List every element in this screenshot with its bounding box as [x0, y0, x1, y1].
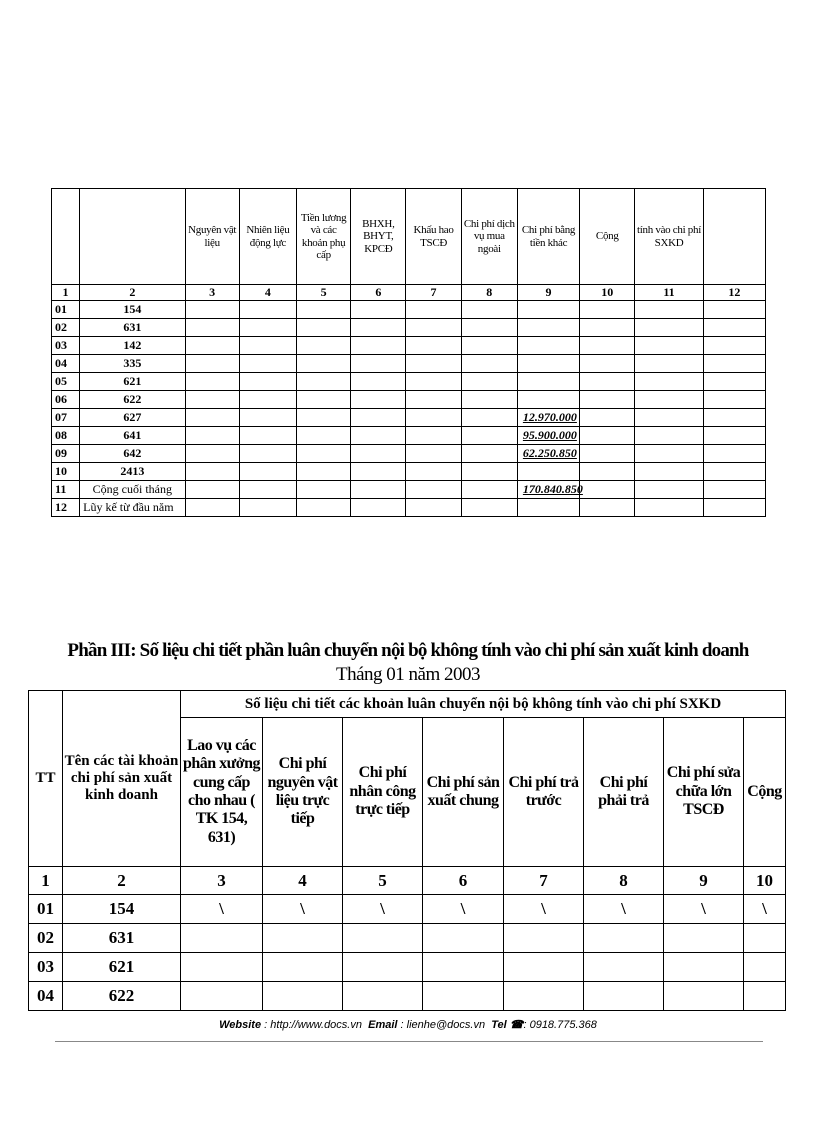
- table-cell: [297, 427, 351, 445]
- table-cell: [351, 445, 406, 463]
- footer-divider: [55, 1041, 763, 1042]
- column-number: 11: [635, 285, 703, 301]
- column-number: 5: [343, 867, 423, 895]
- table-cell: [461, 391, 517, 409]
- other-cash-expense-value: 95.900.000: [517, 427, 579, 445]
- table-cell: \: [504, 895, 584, 924]
- row-number: 04: [29, 982, 63, 1011]
- table-cell: [185, 355, 239, 373]
- table1-row: [52, 481, 766, 499]
- row-number: 08: [52, 427, 80, 445]
- table-cell: [351, 427, 406, 445]
- account-name: 631: [63, 924, 181, 953]
- column-number: 1: [52, 285, 80, 301]
- table2-sub-header: Chi phí nhân công trực tiếp: [343, 718, 423, 867]
- table-cell: [580, 481, 635, 499]
- table-cell: [239, 445, 296, 463]
- row-number: 07: [52, 409, 80, 427]
- table-cell: [181, 953, 263, 982]
- table1-header-cell: BHXH, BHYT, KPCĐ: [351, 189, 406, 285]
- table-cell: [297, 301, 351, 319]
- table-cell: [703, 337, 765, 355]
- table-cell: [635, 499, 703, 517]
- table2-sub-header: Chi phí trả trước: [504, 718, 584, 867]
- table-cell: [461, 319, 517, 337]
- account-name: 2413: [80, 463, 185, 481]
- table-cell: [584, 953, 664, 982]
- table-cell: [580, 355, 635, 373]
- table-cell: [461, 499, 517, 517]
- table-cell: [504, 953, 584, 982]
- column-number: 3: [185, 285, 239, 301]
- column-number: 8: [584, 867, 664, 895]
- table-cell: [406, 481, 461, 499]
- column-number: 2: [80, 285, 185, 301]
- table2-group-header: Số liệu chi tiết các khoản luân chuyển nội bộ không tính vào chi phí SXKD: [181, 691, 786, 718]
- column-number: 12: [703, 285, 765, 301]
- other-cash-expense-value: 170.840.850: [517, 481, 579, 499]
- table1-row: [52, 409, 766, 427]
- row-number: 02: [52, 319, 80, 337]
- section-title: Phần III: Số liệu chi tiết phần luân chuyển nội bộ không tính vào chi phí sản xuất kinh doanh: [67, 640, 749, 661]
- other-cash-expense-value: [517, 391, 579, 409]
- table-cell: [635, 355, 703, 373]
- table-cell: [423, 953, 504, 982]
- table-cell: [185, 463, 239, 481]
- table-cell: [406, 445, 461, 463]
- table-cell: [343, 982, 423, 1011]
- table1-header-cell: Nguyên vật liệu: [185, 189, 239, 285]
- table-cell: [406, 301, 461, 319]
- table-cell: \: [584, 895, 664, 924]
- phone-icon: ☎: [509, 1019, 524, 1031]
- table-cell: [744, 924, 786, 953]
- account-name: 627: [80, 409, 185, 427]
- table-cell: [185, 373, 239, 391]
- table-cell: [635, 427, 703, 445]
- section-subtitle: Tháng 01 năm 2003: [335, 664, 480, 685]
- table-cell: [239, 463, 296, 481]
- table-cell: [703, 409, 765, 427]
- table1-header-cell: [703, 189, 765, 285]
- row-number: 12: [52, 499, 80, 517]
- website-link[interactable]: : http://www.docs.vn: [264, 1019, 362, 1031]
- table-cell: [406, 373, 461, 391]
- table-cell: [351, 319, 406, 337]
- table-cell: [461, 355, 517, 373]
- table-cell: [461, 409, 517, 427]
- tel-value: : 0918.775.368: [523, 1019, 597, 1031]
- website-label: Website: [219, 1019, 262, 1031]
- account-name: 621: [80, 373, 185, 391]
- table-cell: [185, 481, 239, 499]
- table-cell: [297, 481, 351, 499]
- table-cell: [461, 481, 517, 499]
- column-number: 1: [29, 867, 63, 895]
- table-cell: [580, 391, 635, 409]
- table-cell: [580, 301, 635, 319]
- table-cell: [185, 445, 239, 463]
- other-cash-expense-value: 12.970.000: [517, 409, 579, 427]
- expense-summary-table: [51, 188, 766, 517]
- account-name: 154: [80, 301, 185, 319]
- table-cell: [461, 373, 517, 391]
- table1-header-cell: Chi phí bằng tiền khác: [517, 189, 579, 285]
- table2-account-name-header: Tên các tài khoản chi phí sản xuất kinh doanh: [63, 691, 181, 867]
- column-number: 6: [423, 867, 504, 895]
- table-cell: [423, 982, 504, 1011]
- table-cell: [664, 982, 744, 1011]
- table-cell: [635, 391, 703, 409]
- table1-header-cell: Cộng: [580, 189, 635, 285]
- table-cell: [185, 427, 239, 445]
- footer: [0, 1018, 816, 1031]
- table-cell: [239, 409, 296, 427]
- table-cell: [504, 982, 584, 1011]
- table1-row: [52, 445, 766, 463]
- table-cell: [635, 301, 703, 319]
- table-cell: [185, 319, 239, 337]
- table-cell: \: [263, 895, 343, 924]
- row-number: 11: [52, 481, 80, 499]
- table-cell: [406, 391, 461, 409]
- table-cell: [744, 953, 786, 982]
- table1-row: [52, 319, 766, 337]
- table-cell: [580, 373, 635, 391]
- table1-row: [52, 337, 766, 355]
- account-name: Cộng cuối tháng: [80, 481, 185, 499]
- account-name: 642: [80, 445, 185, 463]
- column-number: 10: [580, 285, 635, 301]
- table2-sub-header: Chi phí nguyên vật liệu trực tiếp: [263, 718, 343, 867]
- table-cell: [297, 319, 351, 337]
- other-cash-expense-value: [517, 373, 579, 391]
- table-cell: [703, 445, 765, 463]
- table-cell: [461, 301, 517, 319]
- tel-label: Tel: [491, 1019, 507, 1031]
- row-number: 03: [29, 953, 63, 982]
- table2-sub-header: Chi phí sửa chữa lớn TSCĐ: [664, 718, 744, 867]
- row-number: 09: [52, 445, 80, 463]
- table-cell: [351, 499, 406, 517]
- table-cell: [664, 924, 744, 953]
- other-cash-expense-value: [517, 355, 579, 373]
- table-cell: [703, 499, 765, 517]
- table2-row: [29, 924, 786, 953]
- row-number: 05: [52, 373, 80, 391]
- table2-sub-header: Cộng: [744, 718, 786, 867]
- table-cell: [263, 953, 343, 982]
- table-cell: [584, 924, 664, 953]
- table1-row: [52, 301, 766, 319]
- table-cell: [351, 463, 406, 481]
- table-cell: [239, 355, 296, 373]
- table-cell: [461, 337, 517, 355]
- table-cell: [185, 499, 239, 517]
- column-number: 9: [517, 285, 579, 301]
- table-cell: [580, 463, 635, 481]
- table-cell: [635, 445, 703, 463]
- table1-header-cell: Khấu hao TSCĐ: [406, 189, 461, 285]
- table-cell: [343, 924, 423, 953]
- table-cell: [423, 924, 504, 953]
- table-cell: [351, 301, 406, 319]
- table1-column-number-row: [52, 285, 766, 301]
- table-cell: [181, 924, 263, 953]
- table-cell: [703, 427, 765, 445]
- table-cell: [504, 924, 584, 953]
- table-cell: [580, 499, 635, 517]
- table2-row: [29, 953, 786, 982]
- table-cell: [461, 445, 517, 463]
- table-cell: [580, 427, 635, 445]
- table2-row: [29, 982, 786, 1011]
- table-cell: [297, 391, 351, 409]
- table-cell: [635, 337, 703, 355]
- column-number: 2: [63, 867, 181, 895]
- table-cell: [239, 499, 296, 517]
- table-cell: [635, 463, 703, 481]
- table-cell: [239, 481, 296, 499]
- table-cell: [185, 337, 239, 355]
- table-cell: \: [343, 895, 423, 924]
- table1-row: [52, 391, 766, 409]
- table2-sub-header: Chi phí phải trả: [584, 718, 664, 867]
- table-cell: [239, 301, 296, 319]
- table1-header-cell: Nhiên liệu động lực: [239, 189, 296, 285]
- table-cell: [351, 337, 406, 355]
- table-cell: [580, 337, 635, 355]
- table-cell: [185, 409, 239, 427]
- table-cell: [744, 982, 786, 1011]
- table1-header-cell: Chi phí dịch vụ mua ngoài: [461, 189, 517, 285]
- table-cell: [297, 499, 351, 517]
- other-cash-expense-value: [517, 319, 579, 337]
- column-number: 7: [406, 285, 461, 301]
- column-number: 4: [263, 867, 343, 895]
- other-cash-expense-value: [517, 499, 579, 517]
- table2-tt-header: TT: [29, 691, 63, 867]
- table-cell: [297, 373, 351, 391]
- table-cell: [263, 924, 343, 953]
- table-cell: [406, 499, 461, 517]
- other-cash-expense-value: 62.250.850: [517, 445, 579, 463]
- table-cell: [703, 355, 765, 373]
- account-name: 622: [80, 391, 185, 409]
- table-cell: [580, 409, 635, 427]
- column-number: 9: [664, 867, 744, 895]
- account-name: 631: [80, 319, 185, 337]
- table-cell: [580, 445, 635, 463]
- table-cell: [351, 409, 406, 427]
- table-cell: [635, 481, 703, 499]
- table-cell: [351, 373, 406, 391]
- table1-row: [52, 499, 766, 517]
- row-number: 01: [29, 895, 63, 924]
- table-cell: \: [181, 895, 263, 924]
- table1-row: [52, 355, 766, 373]
- table-cell: \: [664, 895, 744, 924]
- row-number: 04: [52, 355, 80, 373]
- account-name: 142: [80, 337, 185, 355]
- email-link[interactable]: : lienhe@docs.vn: [400, 1019, 486, 1031]
- table1-row: [52, 373, 766, 391]
- table-cell: [461, 463, 517, 481]
- table-cell: [703, 319, 765, 337]
- table-cell: [351, 481, 406, 499]
- table-cell: [185, 301, 239, 319]
- table-cell: [343, 953, 423, 982]
- table-cell: [239, 337, 296, 355]
- table-cell: [351, 355, 406, 373]
- internal-transfer-table: [28, 690, 786, 1011]
- table-cell: [297, 409, 351, 427]
- table-cell: \: [744, 895, 786, 924]
- table-cell: [297, 337, 351, 355]
- table-cell: [580, 319, 635, 337]
- table1-row: [52, 463, 766, 481]
- table2-row: [29, 895, 786, 924]
- table-cell: [239, 391, 296, 409]
- table-cell: [263, 982, 343, 1011]
- table2-sub-header: Lao vụ các phân xưởng cung cấp cho nhau ( TK 154, 631): [181, 718, 263, 867]
- column-number: 3: [181, 867, 263, 895]
- row-number: 06: [52, 391, 80, 409]
- table-cell: [664, 953, 744, 982]
- table-cell: [297, 355, 351, 373]
- other-cash-expense-value: [517, 463, 579, 481]
- table-cell: [181, 982, 263, 1011]
- account-name: Lũy kế từ đầu năm: [80, 499, 185, 517]
- column-number: 6: [351, 285, 406, 301]
- table-cell: [635, 319, 703, 337]
- table-cell: [703, 301, 765, 319]
- column-number: 5: [297, 285, 351, 301]
- row-number: 01: [52, 301, 80, 319]
- other-cash-expense-value: [517, 301, 579, 319]
- column-number: 8: [461, 285, 517, 301]
- table-cell: [406, 463, 461, 481]
- table-cell: [406, 337, 461, 355]
- table-cell: [185, 391, 239, 409]
- table1-header-cell: tính vào chi phí SXKD: [635, 189, 703, 285]
- table1-header-row: [52, 189, 766, 285]
- table-cell: [406, 319, 461, 337]
- table-cell: [406, 427, 461, 445]
- table-cell: \: [423, 895, 504, 924]
- column-number: 7: [504, 867, 584, 895]
- table-cell: [461, 427, 517, 445]
- column-number: 4: [239, 285, 296, 301]
- table-cell: [297, 445, 351, 463]
- table1-header-cell: [52, 189, 80, 285]
- table-cell: [635, 409, 703, 427]
- table2-group-header-row: [29, 691, 786, 718]
- account-name: 154: [63, 895, 181, 924]
- table-cell: [239, 319, 296, 337]
- account-name: 335: [80, 355, 185, 373]
- table-cell: [635, 373, 703, 391]
- table-cell: [703, 391, 765, 409]
- table2-column-number-row: [29, 867, 786, 895]
- table-cell: [703, 481, 765, 499]
- table2-sub-header: Chi phí sản xuất chung: [423, 718, 504, 867]
- table-cell: [584, 982, 664, 1011]
- table-cell: [297, 463, 351, 481]
- account-name: 641: [80, 427, 185, 445]
- table-cell: [239, 373, 296, 391]
- table-cell: [406, 355, 461, 373]
- email-label: Email: [368, 1019, 398, 1031]
- table1-row: [52, 427, 766, 445]
- column-number: 10: [744, 867, 786, 895]
- table-cell: [406, 409, 461, 427]
- row-number: 03: [52, 337, 80, 355]
- row-number: 02: [29, 924, 63, 953]
- row-number: 10: [52, 463, 80, 481]
- table1-header-cell: Tiền lương và các khoản phụ cấp: [297, 189, 351, 285]
- table-cell: [239, 427, 296, 445]
- other-cash-expense-value: [517, 337, 579, 355]
- account-name: 621: [63, 953, 181, 982]
- account-name: 622: [63, 982, 181, 1011]
- table-cell: [703, 463, 765, 481]
- table-cell: [351, 391, 406, 409]
- table1-header-cell: [80, 189, 185, 285]
- table-cell: [703, 373, 765, 391]
